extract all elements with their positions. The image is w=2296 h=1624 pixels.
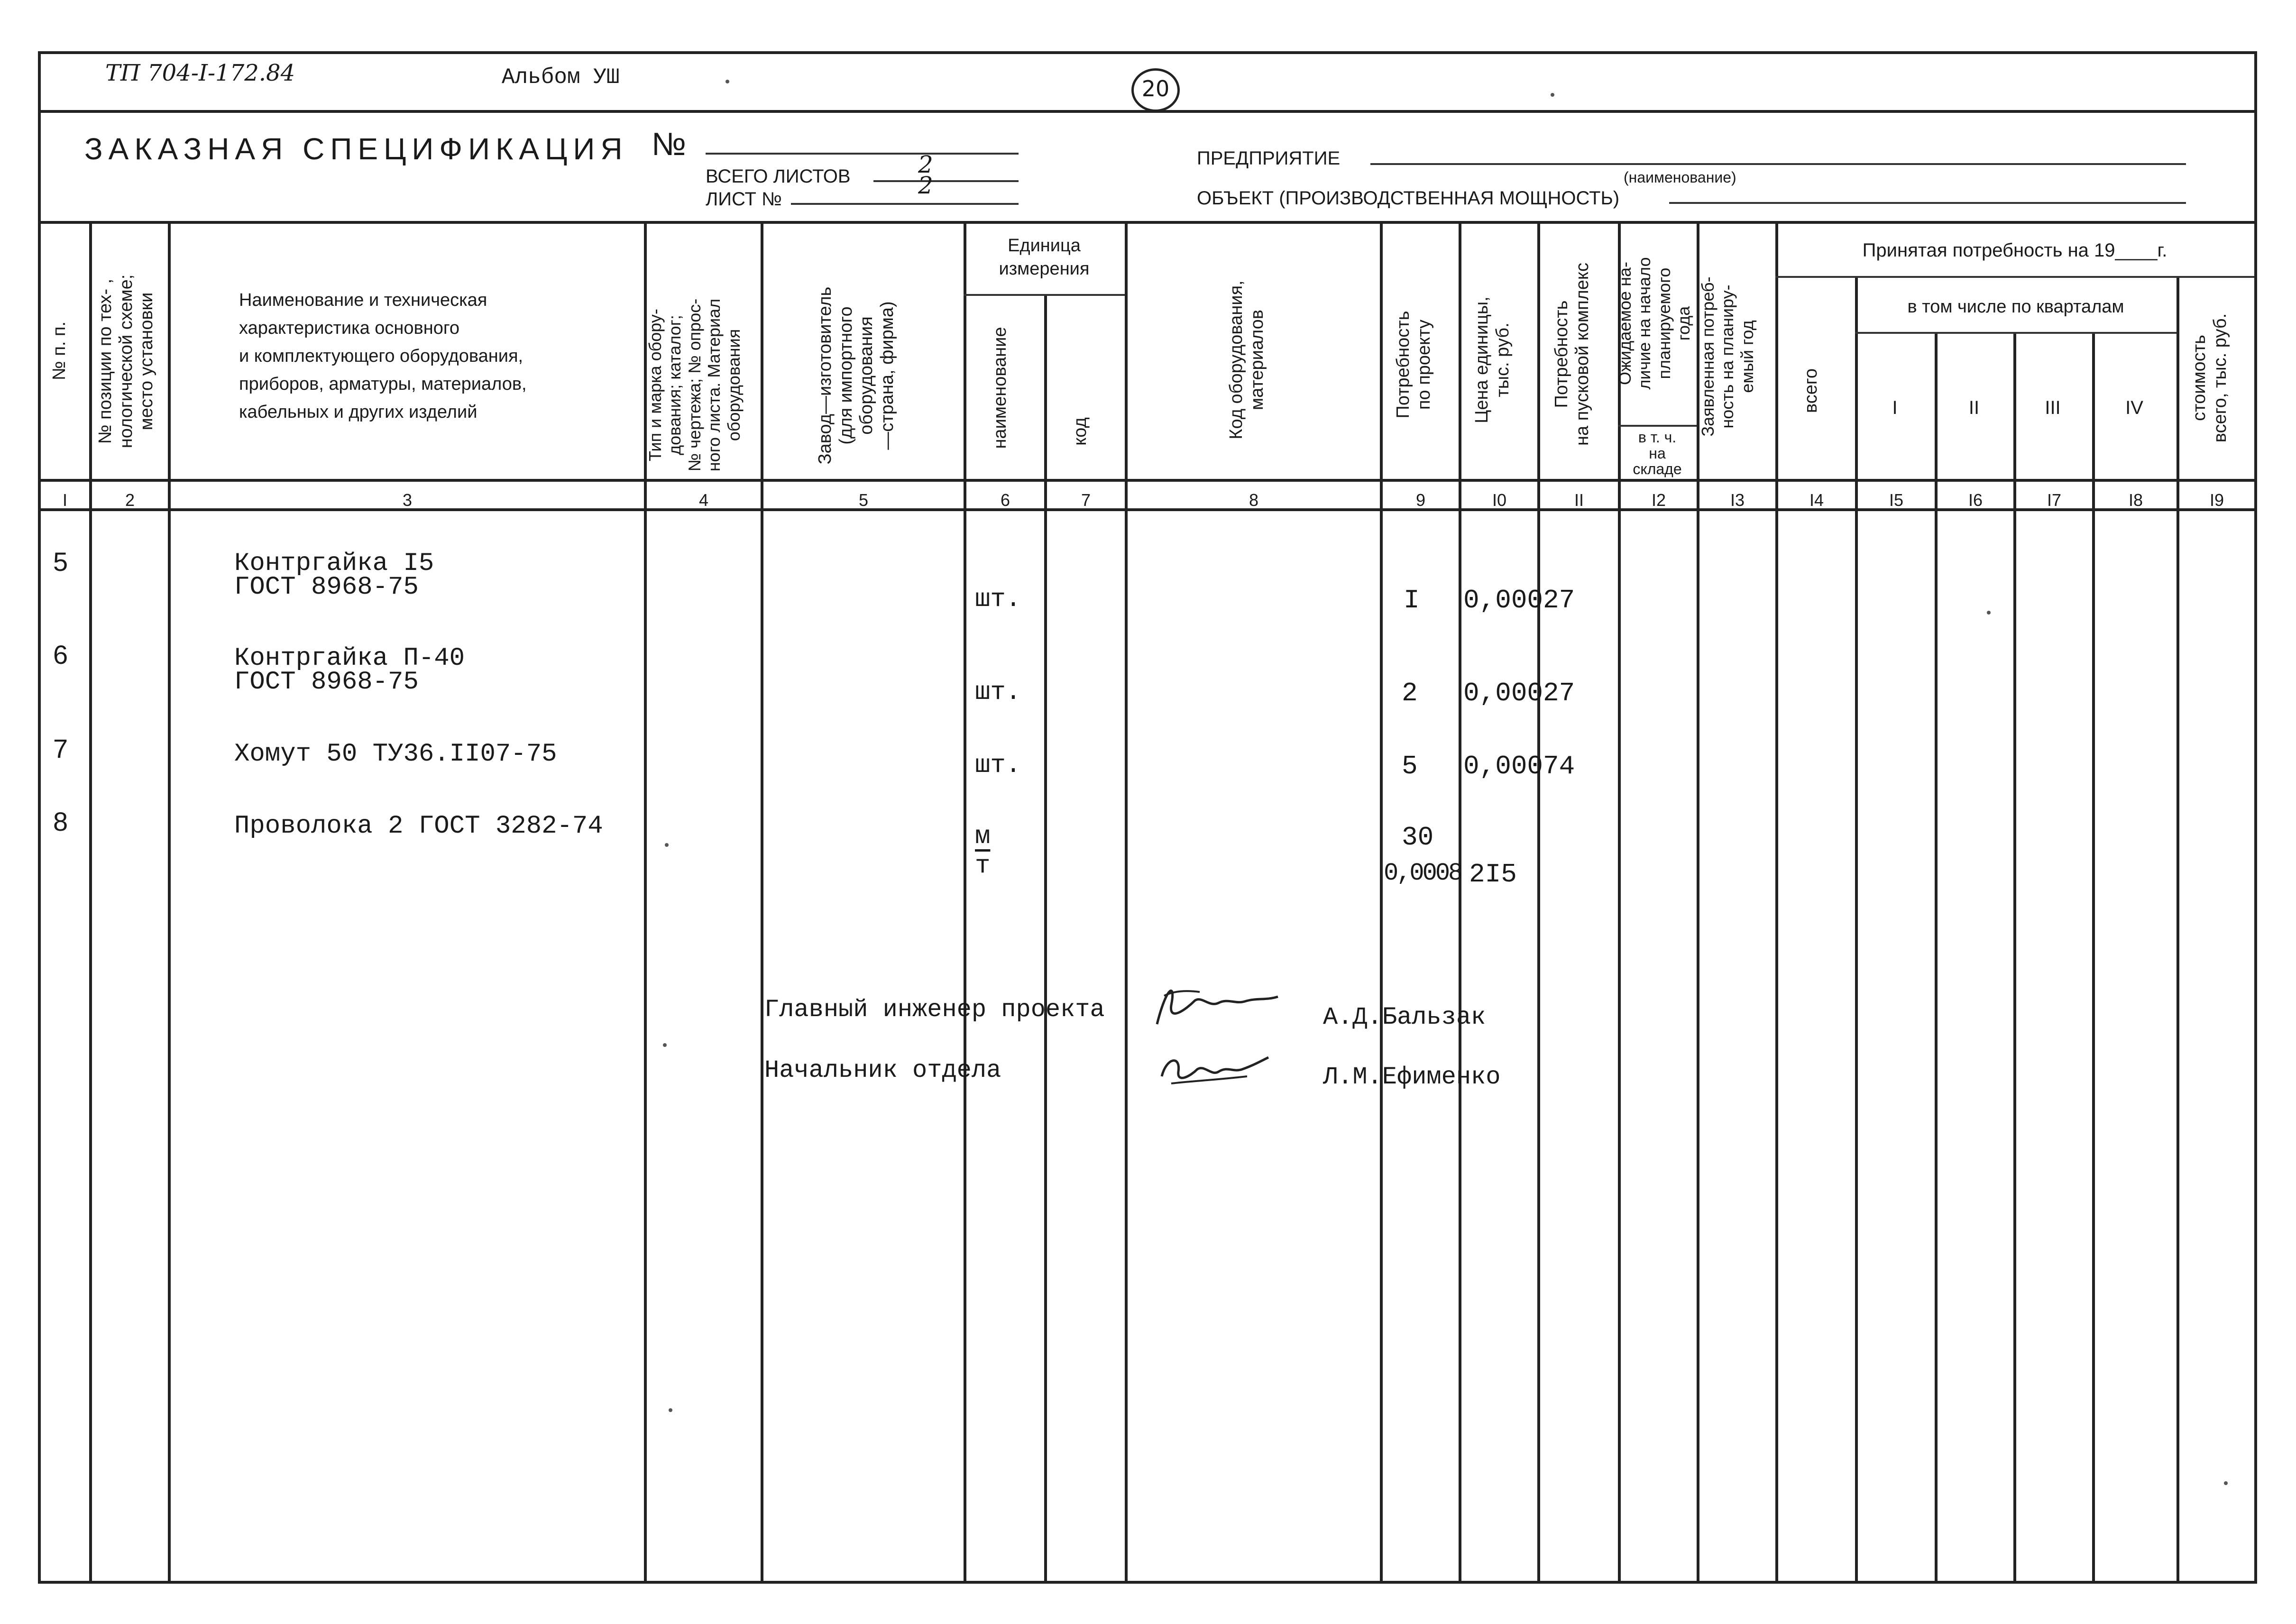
col-line bbox=[1044, 294, 1047, 1582]
column-number-top bbox=[38, 479, 2257, 482]
unit-name: шт. bbox=[975, 585, 1021, 614]
col-number: I6 bbox=[1968, 490, 1983, 510]
col-number: I4 bbox=[1809, 490, 1824, 510]
col-number: I5 bbox=[1889, 490, 1904, 510]
table-header-top bbox=[38, 221, 2257, 224]
item-name: Проволока 2 ГОСТ 3282-74 bbox=[234, 812, 603, 841]
quarter-2-header: II bbox=[1968, 397, 1980, 418]
col-line bbox=[1380, 221, 1383, 1582]
unit-group-header: Единица измерения bbox=[999, 236, 1090, 279]
col-number: I8 bbox=[2128, 490, 2143, 510]
col-line bbox=[1125, 221, 1128, 1582]
page-number: 20 bbox=[1141, 76, 1170, 101]
scan-speck bbox=[1551, 93, 1554, 97]
sheet-line bbox=[791, 203, 1019, 205]
scan-speck bbox=[665, 843, 669, 847]
col10-header: Цена единицы, тыс. руб. bbox=[1472, 296, 1513, 423]
col-line bbox=[2013, 332, 2016, 1582]
col-number: 5 bbox=[858, 490, 869, 510]
row-number: 7 bbox=[53, 734, 68, 763]
quarter-3-header: III bbox=[2045, 397, 2061, 418]
col7-header: код bbox=[1070, 417, 1090, 446]
accepted-group-line bbox=[1775, 276, 2254, 278]
col14-header: всего bbox=[1801, 368, 1821, 413]
total-sheets-label: ВСЕГО ЛИСТОВ bbox=[706, 166, 851, 187]
quarters-group-line bbox=[1855, 332, 2177, 334]
col12-sub-header: в т. ч. на складе bbox=[1633, 429, 1682, 478]
col-number: 8 bbox=[1249, 490, 1259, 510]
unit-price: 0,00027 bbox=[1463, 585, 1575, 615]
sheet-value: 2 bbox=[918, 172, 933, 199]
col-line bbox=[89, 221, 92, 1582]
frame-right bbox=[2254, 51, 2257, 1584]
col-number: I9 bbox=[2209, 490, 2224, 510]
qty-project-2: 0,0008 bbox=[1384, 859, 1461, 887]
qty-project: 5 bbox=[1402, 751, 1418, 781]
scan-speck bbox=[2224, 1481, 2228, 1485]
frame-left bbox=[38, 51, 41, 1584]
col6-header: наименование bbox=[990, 327, 1010, 449]
col-line bbox=[1775, 221, 1778, 1582]
sheet-label: ЛИСТ № bbox=[706, 189, 782, 210]
col-line bbox=[168, 221, 171, 1582]
quarter-1-header: I bbox=[1892, 397, 1898, 418]
col13-header: Заявленная потреб- ность на планиру- емый год bbox=[1698, 276, 1757, 437]
row-number: 6 bbox=[53, 640, 68, 670]
frame-bottom bbox=[38, 1581, 2257, 1584]
scan-speck bbox=[663, 1043, 667, 1047]
unit-name: шт. bbox=[975, 678, 1021, 707]
col-line bbox=[964, 221, 966, 1582]
unit-price-2: 2I5 bbox=[1469, 859, 1517, 890]
item-name: Контргайка I5 bbox=[234, 549, 434, 578]
name-hint: (наименование) bbox=[1624, 169, 1736, 186]
col5-header: Завод—изготовитель (для импортного оборудования —страна, фирма) bbox=[815, 286, 898, 465]
signature-role-chief-engineer: Главный инженер проекта bbox=[764, 996, 1105, 1024]
album-label: Альбом УШ bbox=[502, 65, 620, 90]
qty-project: 2 bbox=[1402, 678, 1418, 708]
signature-name-chief-engineer: А.Д.Бальзак bbox=[1323, 1003, 1486, 1031]
doc-code: ТП 704-I-172.84 bbox=[105, 60, 295, 86]
col-line bbox=[1855, 276, 1858, 1582]
col-line bbox=[1537, 221, 1540, 1582]
qty-project: 30 bbox=[1402, 822, 1434, 853]
scan-speck bbox=[726, 80, 729, 83]
row-number: 5 bbox=[53, 547, 68, 577]
signature-name-department-head: Л.М.Ефименко bbox=[1323, 1063, 1501, 1091]
col-line bbox=[1459, 221, 1461, 1582]
scan-speck bbox=[1987, 611, 1991, 615]
total-sheets-value: 2 bbox=[918, 151, 933, 178]
unit-name: шт. bbox=[975, 751, 1021, 780]
object-line bbox=[1669, 202, 2186, 204]
spec-title: ЗАКАЗНАЯ СПЕЦИФИКАЦИЯ bbox=[84, 132, 628, 166]
signature-scribble-1 bbox=[1143, 977, 1290, 1038]
col8-header: Код оборудования, материалов bbox=[1226, 280, 1267, 440]
accepted-group-header: Принятая потребность на 19____г. bbox=[1862, 240, 2167, 261]
col-line bbox=[1935, 332, 1938, 1582]
scan-speck bbox=[669, 1408, 672, 1412]
col-number: I0 bbox=[1492, 490, 1507, 510]
col-line bbox=[2092, 332, 2095, 1582]
quarter-4-header: IV bbox=[2125, 397, 2143, 418]
col-number: I7 bbox=[2047, 490, 2062, 510]
signature-role-department-head: Начальник отдела bbox=[764, 1056, 1001, 1084]
unit-price: 0,00027 bbox=[1463, 678, 1575, 708]
item-name: ГОСТ 8968-75 bbox=[234, 668, 419, 697]
col-number: 4 bbox=[698, 490, 709, 510]
col-number: 6 bbox=[1000, 490, 1010, 510]
col11-header: Потребность на пусковой комплекс bbox=[1552, 263, 1592, 446]
unit-price: 0,00074 bbox=[1463, 751, 1575, 781]
col-number: I3 bbox=[1730, 490, 1745, 510]
spec-number-sign: № bbox=[652, 126, 686, 162]
col-number: 2 bbox=[125, 490, 135, 510]
spec-number-line bbox=[706, 153, 1019, 155]
col-number: 9 bbox=[1415, 490, 1426, 510]
col2-header: № позиции по тех- , нологической схеме; место установки bbox=[95, 274, 157, 449]
signature-scribble-2 bbox=[1152, 1043, 1280, 1095]
col9-header: Потребность по проекту bbox=[1393, 311, 1434, 419]
enterprise-line bbox=[1370, 163, 2186, 165]
col-number: 3 bbox=[402, 490, 413, 510]
col-line bbox=[761, 221, 763, 1582]
col3-header: Наименование и техническая характеристика основного и комплектующего оборудования, приборов, арматуры, материалов, кабельных и других изделий bbox=[239, 290, 527, 422]
col-number: II bbox=[1574, 490, 1584, 510]
quarters-group-header: в том числе по кварталам bbox=[1907, 297, 2124, 317]
frame-top bbox=[38, 51, 2257, 54]
total-sheets-line bbox=[873, 180, 1019, 182]
row-number: 8 bbox=[53, 807, 68, 836]
col-number: I bbox=[62, 490, 67, 510]
item-name: ГОСТ 8968-75 bbox=[234, 573, 419, 602]
c12-sub-line bbox=[1618, 425, 1697, 427]
col12-header: Ожидаемое на- личие на начало планируемого года bbox=[1615, 257, 1694, 390]
col1-header: № п. п. bbox=[49, 321, 69, 381]
unit-name: м bbox=[975, 822, 991, 851]
col-line bbox=[2177, 276, 2179, 1582]
col-number: 7 bbox=[1081, 490, 1091, 510]
qty-project: I bbox=[1404, 585, 1420, 615]
enterprise-label: ПРЕДПРИЯТИЕ bbox=[1197, 148, 1341, 169]
item-name: Контргайка П-40 bbox=[234, 644, 465, 673]
col4-header: Тип и марка обору- дования; каталог; № чертежа; № опрос- ного листа. Материал оборудования bbox=[645, 298, 744, 472]
col19-header: стоимость всего, тыс. руб. bbox=[2189, 313, 2230, 443]
unit-group-line bbox=[964, 294, 1125, 296]
unit-name-2: т bbox=[975, 852, 991, 881]
object-label: ОБЪЕКТ (ПРОИЗВОДСТВЕННАЯ МОЩНОСТЬ) bbox=[1197, 188, 1620, 209]
item-name: Хомут 50 ТУ36.II07-75 bbox=[234, 740, 557, 769]
col-number: I2 bbox=[1651, 490, 1666, 510]
